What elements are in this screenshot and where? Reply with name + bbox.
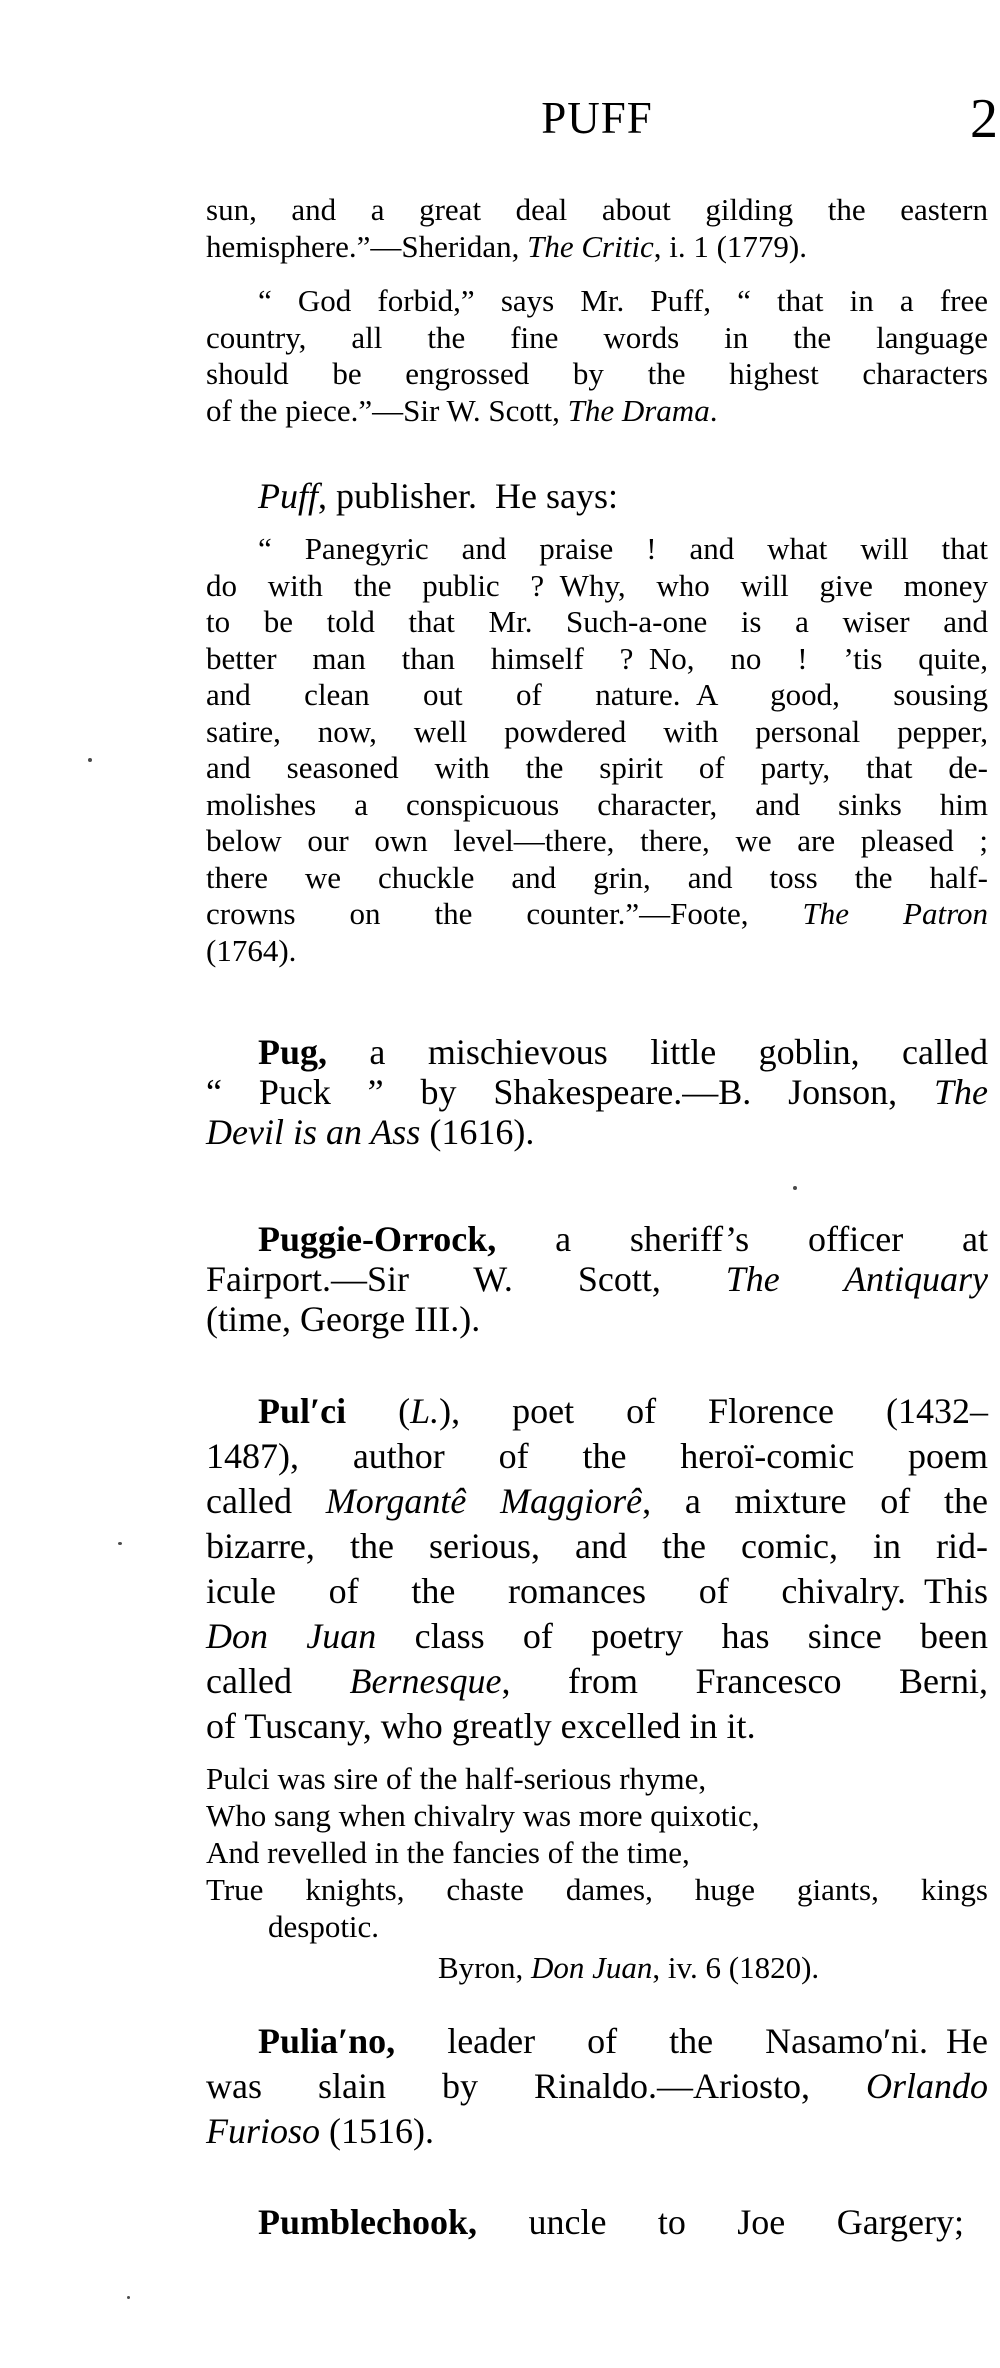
quote-god-forbid — [206, 283, 988, 429]
quote-panegyric — [206, 531, 988, 969]
entry-pumblechook — [206, 2200, 964, 2245]
ink-speck — [88, 758, 92, 762]
text-line: sun, and a great deal about gilding the eastern — [206, 192, 988, 227]
text-line: Pug, a mischievous little goblin, called — [258, 1032, 988, 1072]
text-line: Fairport.—Sir W. Scott, The Antiquary — [206, 1259, 988, 1299]
text-line: do with the public ? Why, who will give money — [206, 567, 988, 603]
text-line: there we chuckle and grin, and toss the half- — [206, 859, 988, 895]
text-line: satire, now, well powdered with personal pepper, — [206, 713, 988, 749]
text-line: called Morgantê Maggiorê, a mixture of the — [206, 1481, 988, 1521]
text-line: “ Panegyric and praise ! and what will that — [258, 531, 988, 566]
text-line: Furioso (1516). — [206, 2111, 434, 2151]
ink-speck — [793, 1186, 797, 1190]
verse-attribution-byron — [206, 1949, 988, 1986]
entry-puff-publisher — [206, 475, 988, 518]
text-line: of the piece.”—Sir W. Scott, The Drama. — [206, 392, 718, 428]
text-column — [206, 0, 988, 2368]
text-line: 1487), author of the heroï-comic poem — [206, 1436, 988, 1476]
verse-pulci — [206, 1760, 988, 1945]
text-line: and clean out of nature. A good, sousing — [206, 677, 988, 712]
text-line: “ God forbid,” says Mr. Puff, “ that in a free — [258, 283, 988, 318]
entry-puliano — [206, 2019, 988, 2154]
text-line: Byron, Don Juan, iv. 6 (1820). — [438, 1950, 820, 1985]
entry-pug — [206, 1032, 988, 1152]
ink-speck — [118, 1542, 122, 1545]
text-line: should be engrossed by the highest characters — [206, 356, 988, 391]
text-line: Don Juan class of poetry has since been — [206, 1616, 988, 1656]
text-line: hemisphere.”—Sheridan, The Critic, i. 1 (1779). — [206, 228, 807, 264]
text-line: “ Puck ” by Shakespeare.—B. Jonson, The — [206, 1072, 988, 1112]
text-line: Devil is an Ass (1616). — [206, 1112, 535, 1152]
running-head: PUFF — [541, 93, 653, 143]
text-line: below our own level—there, there, we are pleased ; — [206, 823, 988, 858]
text-line: Pulia′no, leader of the Nasamo′ni. He — [258, 2021, 988, 2061]
text-line: was slain by Rinaldo.—Ariosto, Orlando — [206, 2066, 988, 2106]
text-line: icule of the romances of chivalry. This — [206, 1571, 988, 1611]
entry-pulci — [206, 1389, 988, 1749]
text-line: Who sang when chivalry was more quixotic, — [206, 1798, 760, 1833]
text-line: Pulci was sire of the half-serious rhyme, — [206, 1761, 707, 1796]
text-line: of Tuscany, who greatly excelled in it. — [206, 1706, 756, 1746]
text-line: Pumblechook, uncle to Joe Gargery; — [258, 2202, 964, 2242]
text-line: called Bernesque, from Francesco Berni, — [206, 1661, 988, 1701]
text-line: Pul′ci (L.), poet of Florence (1432– — [258, 1391, 988, 1431]
page-number: 2 — [970, 88, 998, 150]
text-line: and seasoned with the spirit of party, that de- — [206, 750, 988, 785]
text-line: (1764). — [206, 932, 297, 968]
text-line: Puggie-Orrock, a sheriff’s officer at — [258, 1219, 988, 1259]
text-line: (time, George III.). — [206, 1299, 481, 1339]
text-line: crowns on the counter.”—Foote, The Patron — [206, 896, 988, 931]
text-line: And revelled in the fancies of the time, — [206, 1835, 690, 1870]
text-line: to be told that Mr. Such-a-one is a wiser and — [206, 604, 988, 639]
text-line: country, all the fine words in the language — [206, 319, 988, 355]
entry-puggie-orrock — [206, 1219, 988, 1339]
text-line: molishes a conspicuous character, and sinks him — [206, 786, 988, 822]
text-line: True knights, chaste dames, huge giants, kings — [206, 1872, 988, 1907]
text-line: better man than himself ? No, no ! ’tis quite, — [206, 640, 988, 676]
quote-continuation-sheridan — [206, 192, 988, 265]
text-line: bizarre, the serious, and the comic, in rid- — [206, 1526, 988, 1566]
text-line: Puff, publisher. He says: — [258, 476, 618, 516]
ink-speck — [127, 2296, 130, 2299]
text-line: despotic. — [268, 1909, 380, 1944]
